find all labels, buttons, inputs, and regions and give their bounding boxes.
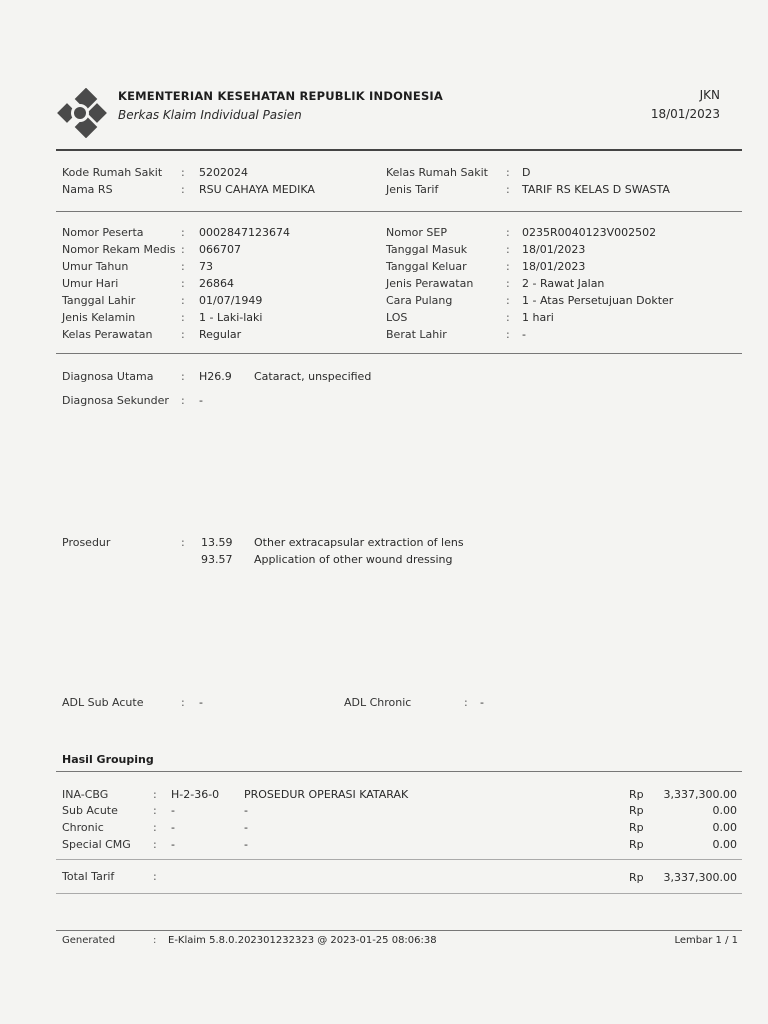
colon: :: [181, 536, 185, 549]
colon: :: [506, 243, 510, 256]
colon: :: [506, 294, 510, 307]
grouping-divider: [56, 771, 742, 772]
value-berat-lahir: -: [522, 328, 526, 341]
colon: :: [181, 226, 185, 239]
label-prosedur: Prosedur: [62, 536, 111, 549]
value-jenis-perawatan: 2 - Rawat Jalan: [522, 277, 605, 290]
diagnosa-sekunder-value: -: [199, 394, 203, 407]
page-number: Lembar 1 / 1: [674, 935, 738, 946]
total-divider: [56, 859, 742, 860]
value-kelas-perawatan: Regular: [199, 328, 242, 341]
colon: :: [506, 260, 510, 273]
colon: :: [506, 277, 510, 290]
row-currency: Rp: [629, 821, 644, 834]
colon: :: [464, 696, 468, 709]
value-los: 1 hari: [522, 311, 554, 324]
label-total-tarif: Total Tarif: [62, 870, 115, 883]
footer-divider: [56, 930, 742, 931]
colon: :: [181, 328, 185, 341]
diagnosa-utama-code: H26.9: [199, 370, 232, 383]
label-generated: Generated: [62, 935, 116, 946]
label-jenis-kelamin: Jenis Kelamin: [62, 311, 136, 324]
colon: :: [181, 183, 185, 196]
prosedur-code: 13.59: [201, 536, 233, 549]
colon: :: [153, 788, 157, 801]
label-berat-lahir: Berat Lahir: [386, 328, 447, 341]
label-tanggal-keluar: Tanggal Keluar: [386, 260, 467, 273]
colon: :: [506, 226, 510, 239]
program-label: JKN: [699, 88, 720, 102]
label-tanggal-masuk: Tanggal Masuk: [386, 243, 468, 256]
row-code: H-2-36-0: [171, 788, 220, 801]
colon: :: [181, 277, 185, 290]
label-nomor-peserta: Nomor Peserta: [62, 226, 144, 239]
value-kelas-rs: D: [522, 166, 531, 179]
adl-sub-acute-value: -: [199, 696, 203, 709]
prosedur-desc: Other extracapsular extraction of lens: [254, 536, 464, 549]
colon: :: [181, 394, 185, 407]
label-nama-rs: Nama RS: [62, 183, 113, 196]
row-code: -: [171, 838, 175, 851]
colon: :: [506, 311, 510, 324]
diagnosa-utama-desc: Cataract, unspecified: [254, 370, 372, 383]
grouping-title: Hasil Grouping: [62, 753, 154, 766]
row-label: Sub Acute: [62, 804, 118, 817]
row-label: INA-CBG: [62, 788, 109, 801]
value-umur-tahun: 73: [199, 260, 213, 273]
colon: :: [506, 328, 510, 341]
value-jenis-tarif: TARIF RS KELAS D SWASTA: [522, 183, 670, 196]
colon: :: [181, 166, 185, 179]
value-cara-pulang: 1 - Atas Persetujuan Dokter: [522, 294, 674, 307]
colon: :: [153, 804, 157, 817]
colon: :: [181, 696, 185, 709]
colon: :: [506, 183, 510, 196]
label-jenis-perawatan: Jenis Perawatan: [386, 277, 474, 290]
ministry-logo: [56, 88, 108, 138]
label-diagnosa-sekunder: Diagnosa Sekunder: [62, 394, 169, 407]
value-nama-rs: RSU CAHAYA MEDIKA: [199, 183, 315, 196]
label-cara-pulang: Cara Pulang: [386, 294, 453, 307]
colon: :: [181, 370, 185, 383]
value-tanggal-lahir: 01/07/1949: [199, 294, 263, 307]
generated-value: E-Klaim 5.8.0.202301232323 @ 2023-01-25 08:06:38: [168, 935, 437, 946]
row-desc: -: [244, 821, 248, 834]
value-tanggal-masuk: 18/01/2023: [522, 243, 586, 256]
document-subtitle: Berkas Klaim Individual Pasien: [118, 108, 302, 122]
label-kode-rs: Kode Rumah Sakit: [62, 166, 163, 179]
row-desc: -: [244, 804, 248, 817]
label-diagnosa-utama: Diagnosa Utama: [62, 370, 154, 383]
row-code: -: [171, 804, 175, 817]
value-kode-rs: 5202024: [199, 166, 248, 179]
colon: :: [181, 260, 185, 273]
label-umur-tahun: Umur Tahun: [62, 260, 129, 273]
adl-chronic-value: -: [480, 696, 484, 709]
colon: :: [153, 870, 157, 883]
row-desc: -: [244, 838, 248, 851]
prosedur-desc: Application of other wound dressing: [254, 553, 453, 566]
row-currency: Rp: [629, 804, 644, 817]
row-desc: PROSEDUR OPERASI KATARAK: [244, 788, 409, 801]
ministry-name: KEMENTERIAN KESEHATAN REPUBLIK INDONESIA: [118, 89, 444, 103]
row-amount: 0.00: [712, 821, 737, 834]
label-nomor-sep: Nomor SEP: [386, 226, 447, 239]
label-umur-hari: Umur Hari: [62, 277, 119, 290]
colon: :: [153, 821, 157, 834]
total-currency: Rp: [629, 871, 644, 884]
row-amount: 3,337,300.00: [663, 788, 737, 801]
row-code: -: [171, 821, 175, 834]
row-label: Chronic: [62, 821, 104, 834]
value-nomor-sep: 0235R0040123V002502: [522, 226, 657, 239]
document-date: 18/01/2023: [650, 107, 720, 121]
section-divider: [56, 353, 742, 354]
value-nomor-peserta: 0002847123674: [199, 226, 290, 239]
label-los: LOS: [386, 311, 408, 324]
label-kelas-rs: Kelas Rumah Sakit: [386, 166, 488, 179]
colon: :: [181, 294, 185, 307]
colon: :: [181, 311, 185, 324]
colon: :: [153, 935, 157, 946]
colon: :: [153, 838, 157, 851]
label-jenis-tarif: Jenis Tarif: [386, 183, 439, 196]
label-rekam-medis: Nomor Rekam Medis: [62, 243, 176, 256]
header-divider: [56, 149, 742, 151]
label-adl-chronic: ADL Chronic: [344, 696, 412, 709]
row-currency: Rp: [629, 788, 644, 801]
value-rekam-medis: 066707: [199, 243, 241, 256]
colon: :: [506, 166, 510, 179]
row-label: Special CMG: [62, 838, 131, 851]
row-currency: Rp: [629, 838, 644, 851]
prosedur-code: 93.57: [201, 553, 233, 566]
value-umur-hari: 26864: [199, 277, 234, 290]
label-tanggal-lahir: Tanggal Lahir: [62, 294, 136, 307]
value-jenis-kelamin: 1 - Laki-laki: [199, 311, 263, 324]
total-amount: 3,337,300.00: [663, 871, 737, 884]
value-tanggal-keluar: 18/01/2023: [522, 260, 586, 273]
row-amount: 0.00: [712, 838, 737, 851]
row-amount: 0.00: [712, 804, 737, 817]
colon: :: [181, 243, 185, 256]
label-adl-sub-acute: ADL Sub Acute: [62, 696, 144, 709]
section-divider: [56, 211, 742, 212]
label-kelas-perawatan: Kelas Perawatan: [62, 328, 153, 341]
total-bottom-divider: [56, 893, 742, 894]
